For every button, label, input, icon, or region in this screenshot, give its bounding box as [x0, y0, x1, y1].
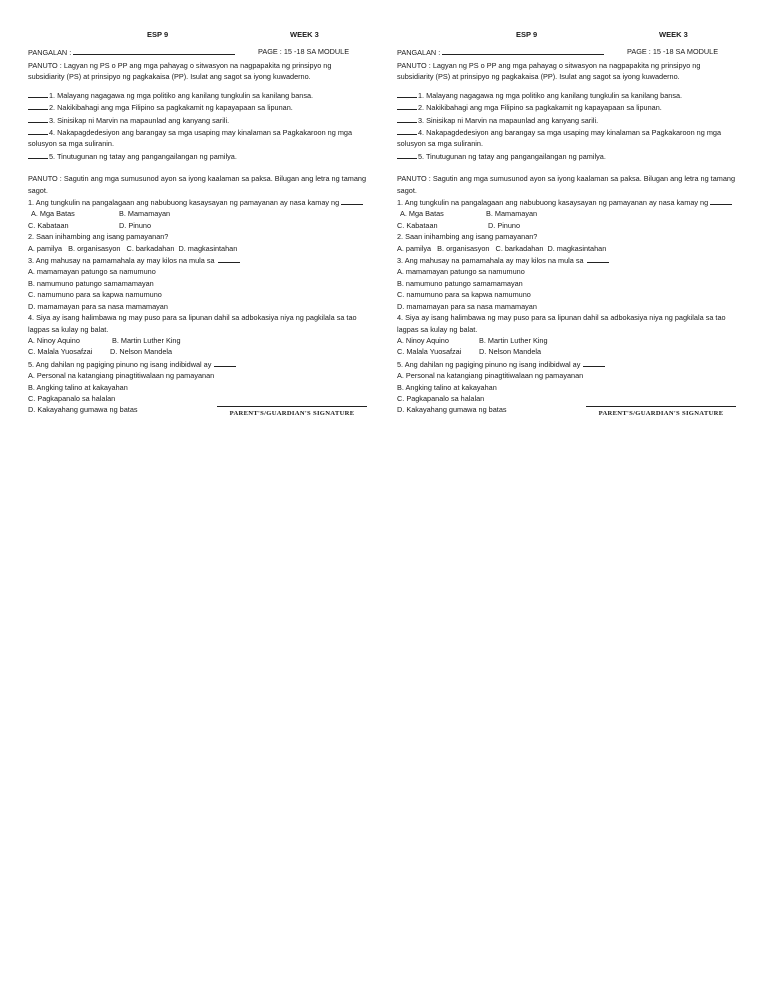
question-stem: 1. Ang tungkulin na pangalagaan ang nabubuong kasaysayan ng pamayanan ay nasa kamay ng	[397, 198, 709, 208]
answer-blank	[397, 89, 417, 98]
question-stem: 5. Ang dahilan ng pagiging pinuno ng isang indibidwal ay	[28, 359, 212, 369]
question-2-options: A. pamilya B. organisasyon C. barkadahan D. magkasintahan	[397, 243, 607, 253]
part1-item	[397, 89, 737, 101]
part1-item	[28, 114, 368, 126]
question-4-options-cd	[28, 346, 368, 357]
page-reference: PAGE : 15 -18 SA MODULE	[258, 47, 350, 56]
question-4-options-ab	[397, 335, 737, 346]
option-b: B. Mamamayan	[119, 209, 171, 219]
parent-signature-line: PARENT'S/GUARDIAN'S SIGNATURE	[586, 406, 736, 419]
worksheet-header	[28, 29, 368, 46]
answer-blank	[710, 196, 732, 205]
option-b: B. Martin Luther King	[479, 335, 548, 345]
answer-blank	[28, 101, 48, 110]
answer-blank	[28, 150, 48, 159]
option-b: B. Angking talino at kakayahan	[397, 382, 497, 392]
answer-blank	[28, 114, 48, 123]
question-4-stem: 4. Siya ay isang halimbawa ng may puso para sa lipunan dahil sa adbokasiya niya ng pagkilala sa tao lagpas sa kulay ng balat.	[28, 313, 357, 334]
question-1	[28, 196, 368, 208]
part1-item-text: 5. Tinutugunan ng tatay ang pangangailangan ng pamilya.	[418, 151, 606, 161]
question-1	[397, 196, 737, 208]
subject-label: ESP 9	[516, 30, 538, 39]
question-5	[28, 358, 368, 370]
part1-item	[28, 126, 368, 150]
question-stem: 3. Ang mahusay na pamamahala ay may kilos na mula sa	[397, 256, 584, 266]
option-c: C. Kabataan	[28, 220, 69, 230]
part1-item-text: 2. Nakikibahagi ang mga Filipino sa pagkakamit ng kapayapaan sa lipunan.	[418, 103, 662, 113]
name-row	[28, 46, 368, 60]
part1-item	[28, 89, 368, 101]
part1-item	[397, 150, 737, 162]
part1-item	[397, 114, 737, 126]
worksheet-copy-left	[28, 29, 368, 416]
part1-item	[397, 101, 737, 113]
option-c: C. Kabataan	[397, 220, 438, 230]
worksheet-copy-right	[397, 29, 737, 416]
part1-item-text: 5. Tinutugunan ng tatay ang pangangailangan ng pamilya.	[49, 151, 237, 161]
option-a: A. Ninoy Aquino	[397, 335, 449, 345]
option-b: B. namumuno patungo samamamayan	[28, 278, 154, 288]
last-row	[28, 404, 368, 418]
question-1-options-cd	[397, 220, 737, 231]
question-stem: 3. Ang mahusay na pamamahala ay may kilos na mula sa	[28, 256, 215, 266]
answer-blank	[397, 150, 417, 159]
question-1-options-ab	[28, 208, 368, 219]
question-2-options: A. pamilya B. organisasyon C. barkadahan D. magkasintahan	[28, 243, 238, 253]
question-2-stem: 2. Saan inihambing ang isang pamayanan?	[397, 232, 538, 242]
option-d: D. Kakayahang gumawa ng batas	[397, 405, 507, 415]
option-a: A. Personal na katangiang pinagtitiwalaan ng pamayanan	[28, 371, 215, 381]
question-3	[397, 254, 737, 266]
answer-blank	[341, 196, 363, 205]
worksheet-header	[397, 29, 737, 46]
week-label: WEEK 3	[290, 30, 319, 39]
question-2-stem: 2. Saan inihambing ang isang pamayanan?	[28, 232, 169, 242]
week-label: WEEK 3	[659, 30, 688, 39]
answer-blank	[218, 254, 240, 263]
question-4-options-ab	[28, 335, 368, 346]
name-field	[397, 46, 604, 58]
question-4-options-cd	[397, 346, 737, 357]
part1-item-text: 2. Nakikibahagi ang mga Filipino sa pagkakamit ng kapayapaan sa lipunan.	[49, 103, 293, 113]
option-d: D. Kakayahang gumawa ng batas	[28, 405, 138, 415]
question-5	[397, 358, 737, 370]
answer-blank	[28, 126, 48, 135]
page-reference: PAGE : 15 -18 SA MODULE	[627, 47, 719, 56]
option-a: A. Ninoy Aquino	[28, 335, 80, 345]
part1-item-text: 3. Sinisikap ni Marvin na mapaunlad ang kanyang sarili.	[49, 115, 230, 125]
option-a: A. Mga Batas	[31, 209, 75, 219]
answer-blank	[397, 126, 417, 135]
part1-item-text: 1. Malayang nagagawa ng mga politiko ang kanilang tungkulin sa kanilang bansa.	[49, 90, 314, 100]
name-row	[397, 46, 737, 60]
part1-item	[28, 101, 368, 113]
name-field	[28, 46, 235, 58]
option-b: B. namumuno patungo samamamayan	[397, 278, 523, 288]
part1-item	[28, 150, 368, 162]
part1-item-text: 3. Sinisikap ni Marvin na mapaunlad ang kanyang sarili.	[418, 115, 599, 125]
option-a: A. Personal na katangiang pinagtitiwalaan ng pamayanan	[397, 371, 584, 381]
part1-item	[397, 126, 737, 150]
answer-blank	[587, 254, 609, 263]
name-label: PANGALAN :	[28, 48, 72, 57]
answer-blank	[214, 358, 236, 367]
question-1-options-ab	[397, 208, 737, 219]
option-d: D. Nelson Mandela	[479, 347, 542, 357]
option-b: B. Angking talino at kakayahan	[28, 382, 128, 392]
answer-blank	[28, 89, 48, 98]
answer-blank	[397, 114, 417, 123]
parent-signature-line: PARENT'S/GUARDIAN'S SIGNATURE	[217, 406, 367, 419]
option-a: A. mamamayan patungo sa namumuno	[397, 267, 525, 277]
question-4-stem: 4. Siya ay isang halimbawa ng may puso para sa lipunan dahil sa adbokasiya niya ng pagkilala sa tao lagpas sa kulay ng balat.	[397, 313, 726, 334]
option-c: C. namumuno para sa kapwa namumuno	[397, 290, 531, 300]
option-a: A. mamamayan patungo sa namumuno	[28, 267, 156, 277]
option-c: C. Malala Yuosafzai	[28, 347, 93, 357]
part1-item-text: 1. Malayang nagagawa ng mga politiko ang kanilang tungkulin sa kanilang bansa.	[418, 90, 683, 100]
part1-instruction: PANUTO : Lagyan ng PS o PP ang mga pahayag o sitwasyon na nagpapakita ng prinsipyo ng subsidiarity (PS) at prinsipyo ng pagkakaisa (PP). Isulat ang sagot sa iyong kuwaderno.	[397, 61, 701, 82]
option-d: D. mamamayan para sa nasa mamamayan	[397, 301, 537, 311]
name-blank-line	[73, 46, 235, 55]
option-c: C. Pagkapanalo sa halalan	[28, 393, 116, 403]
option-d: D. Pinuno	[119, 220, 152, 230]
question-stem: 5. Ang dahilan ng pagiging pinuno ng isang indibidwal ay	[397, 359, 581, 369]
part1-instruction: PANUTO : Lagyan ng PS o PP ang mga pahayag o sitwasyon na nagpapakita ng prinsipyo ng subsidiarity (PS) at prinsipyo ng pagkakaisa (PP). Isulat ang sagot sa iyong kuwaderno.	[28, 61, 332, 82]
option-d: D. Nelson Mandela	[110, 347, 173, 357]
part1-item-text: 4. Nakapagdedesiyon ang barangay sa mga usaping may kinalaman sa Pagkakaroon ng mga solusyon sa mga suliranin.	[397, 128, 722, 149]
question-1-options-cd	[28, 220, 368, 231]
option-d: D. mamamayan para sa nasa mamamayan	[28, 301, 168, 311]
part1-item-text: 4. Nakapagdedesiyon ang barangay sa mga usaping may kinalaman sa Pagkakaroon ng mga solusyon sa mga suliranin.	[28, 128, 353, 149]
option-b: B. Martin Luther King	[112, 335, 181, 345]
answer-blank	[583, 358, 605, 367]
name-label: PANGALAN :	[397, 48, 441, 57]
option-a: A. Mga Batas	[400, 209, 444, 219]
part2-instruction: PANUTO : Sagutin ang mga sumusunod ayon sa iyong kaalaman sa paksa. Bilugan ang letra ng tamang sagot.	[28, 174, 367, 195]
question-stem: 1. Ang tungkulin na pangalagaan ang nabubuong kasaysayan ng pamayanan ay nasa kamay ng	[28, 198, 340, 208]
option-c: C. Pagkapanalo sa halalan	[397, 393, 485, 403]
option-c: C. Malala Yuosafzai	[397, 347, 462, 357]
option-b: B. Mamamayan	[486, 209, 538, 219]
part2-instruction: PANUTO : Sagutin ang mga sumusunod ayon sa iyong kaalaman sa paksa. Bilugan ang letra ng tamang sagot.	[397, 174, 736, 195]
last-row	[397, 404, 737, 418]
subject-label: ESP 9	[147, 30, 169, 39]
name-blank-line	[442, 46, 604, 55]
question-3	[28, 254, 368, 266]
answer-blank	[397, 101, 417, 110]
option-d: D. Pinuno	[488, 220, 521, 230]
option-c: C. namumuno para sa kapwa namumuno	[28, 290, 162, 300]
